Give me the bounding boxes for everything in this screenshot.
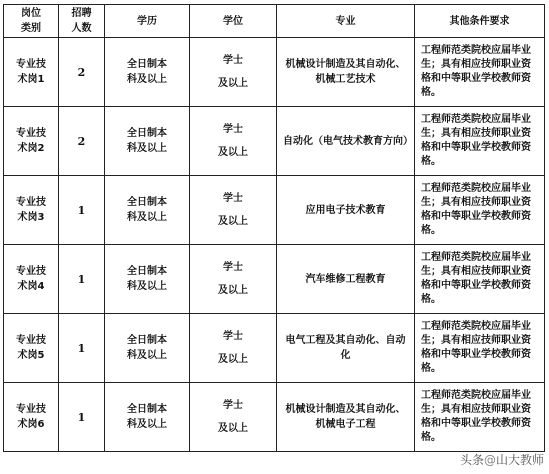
watermark-name: 山大教师 <box>495 453 544 467</box>
header-count-line1: 招聘 <box>71 8 92 19</box>
degree-line1: 学士 <box>223 55 243 66</box>
position-line2: 术岗1 <box>17 74 45 85</box>
degree-line2: 及以上 <box>218 285 248 296</box>
degree-line2: 及以上 <box>218 354 248 365</box>
cell-count: 2 <box>59 107 105 176</box>
education-line2: 科及以上 <box>127 212 167 223</box>
cell-other-requirements: 工程师范类院校应届毕业生；具有相应技师职业资格和中等职业学校教师资格。 <box>415 38 545 107</box>
recruitment-table <box>3 4 545 452</box>
cell-other-requirements: 工程师范类院校应届毕业生；具有相应技师职业资格和中等职业学校教师资格。 <box>415 383 545 452</box>
cell-other-requirements: 工程师范类院校应届毕业生；具有相应技师职业资格和中等职业学校教师资格。 <box>415 107 545 176</box>
position-line1: 专业技 <box>16 266 46 277</box>
cell-degree <box>190 107 277 176</box>
cell-education <box>105 38 190 107</box>
cell-degree <box>190 176 277 245</box>
cell-count: 1 <box>59 176 105 245</box>
cell-position <box>4 107 59 176</box>
cell-major: 应用电子技术教育 <box>277 176 415 245</box>
header-count-line2: 人数 <box>71 23 92 34</box>
education-line2: 科及以上 <box>127 74 167 85</box>
degree-line2: 及以上 <box>218 216 248 227</box>
position-line1: 专业技 <box>16 335 46 346</box>
cell-education <box>105 245 190 314</box>
table-row <box>4 38 545 107</box>
cell-other-requirements: 工程师范类院校应届毕业生；具有相应技师职业资格和中等职业学校教师资格。 <box>415 245 545 314</box>
cell-major: 机械设计制造及其自动化、机械工艺技术 <box>277 38 415 107</box>
watermark <box>460 451 544 468</box>
table-row <box>4 383 545 452</box>
position-line1: 专业技 <box>16 197 46 208</box>
cell-position <box>4 176 59 245</box>
header-degree: 学位 <box>190 5 277 38</box>
position-line2: 术岗4 <box>17 281 45 292</box>
header-position-line2: 类别 <box>21 23 41 34</box>
table-body <box>4 38 545 452</box>
header-count <box>59 5 105 38</box>
position-line2: 术岗3 <box>17 212 45 223</box>
cell-education <box>105 107 190 176</box>
cell-degree <box>190 314 277 383</box>
header-position <box>4 5 59 38</box>
table-row <box>4 107 545 176</box>
cell-count: 1 <box>59 383 105 452</box>
cell-count: 2 <box>59 38 105 107</box>
education-line1: 全日制本 <box>127 335 167 346</box>
degree-line1: 学士 <box>223 262 243 273</box>
education-line2: 科及以上 <box>127 143 167 154</box>
position-line2: 术岗6 <box>17 419 45 430</box>
recruitment-table-container <box>3 4 544 452</box>
cell-other-requirements: 工程师范类院校应届毕业生；具有相应技师职业资格和中等职业学校教师资格。 <box>415 314 545 383</box>
table-row <box>4 245 545 314</box>
cell-degree <box>190 383 277 452</box>
watermark-prefix: 头条 <box>459 453 484 467</box>
cell-position <box>4 245 59 314</box>
degree-line1: 学士 <box>223 400 243 411</box>
cell-position <box>4 314 59 383</box>
header-position-line1: 岗位 <box>21 8 41 19</box>
degree-line2: 及以上 <box>218 147 248 158</box>
position-line1: 专业技 <box>16 59 46 70</box>
cell-position <box>4 383 59 452</box>
position-line1: 专业技 <box>16 128 46 139</box>
cell-position <box>4 38 59 107</box>
cell-degree <box>190 38 277 107</box>
cell-major: 自动化（电气技术教育方向） <box>277 107 415 176</box>
position-line2: 术岗2 <box>17 143 45 154</box>
table-row <box>4 176 545 245</box>
degree-line1: 学士 <box>223 193 243 204</box>
education-line2: 科及以上 <box>127 281 167 292</box>
education-line2: 科及以上 <box>127 419 167 430</box>
header-education: 学历 <box>105 5 190 38</box>
cell-other-requirements: 工程师范类院校应届毕业生；具有相应技师职业资格和中等职业学校教师资格。 <box>415 176 545 245</box>
header-row <box>4 5 545 38</box>
table-row <box>4 314 545 383</box>
cell-education <box>105 176 190 245</box>
cell-major: 电气工程及其自动化、自动化 <box>277 314 415 383</box>
education-line2: 科及以上 <box>127 350 167 361</box>
position-line2: 术岗5 <box>17 350 45 361</box>
header-other: 其他条件要求 <box>415 5 545 38</box>
cell-education <box>105 383 190 452</box>
education-line1: 全日制本 <box>127 197 167 208</box>
degree-line1: 学士 <box>223 331 243 342</box>
education-line1: 全日制本 <box>127 59 167 70</box>
education-line1: 全日制本 <box>127 128 167 139</box>
education-line1: 全日制本 <box>127 404 167 415</box>
cell-count: 1 <box>59 245 105 314</box>
cell-count: 1 <box>59 314 105 383</box>
watermark-at: @ <box>483 453 496 467</box>
degree-line2: 及以上 <box>218 423 248 434</box>
degree-line2: 及以上 <box>218 78 248 89</box>
education-line1: 全日制本 <box>127 266 167 277</box>
degree-line1: 学士 <box>223 124 243 135</box>
cell-major: 机械设计制造及其自动化、机械电子工程 <box>277 383 415 452</box>
cell-education <box>105 314 190 383</box>
cell-degree <box>190 245 277 314</box>
cell-major: 汽车维修工程教育 <box>277 245 415 314</box>
header-major: 专业 <box>277 5 415 38</box>
position-line1: 专业技 <box>16 404 46 415</box>
